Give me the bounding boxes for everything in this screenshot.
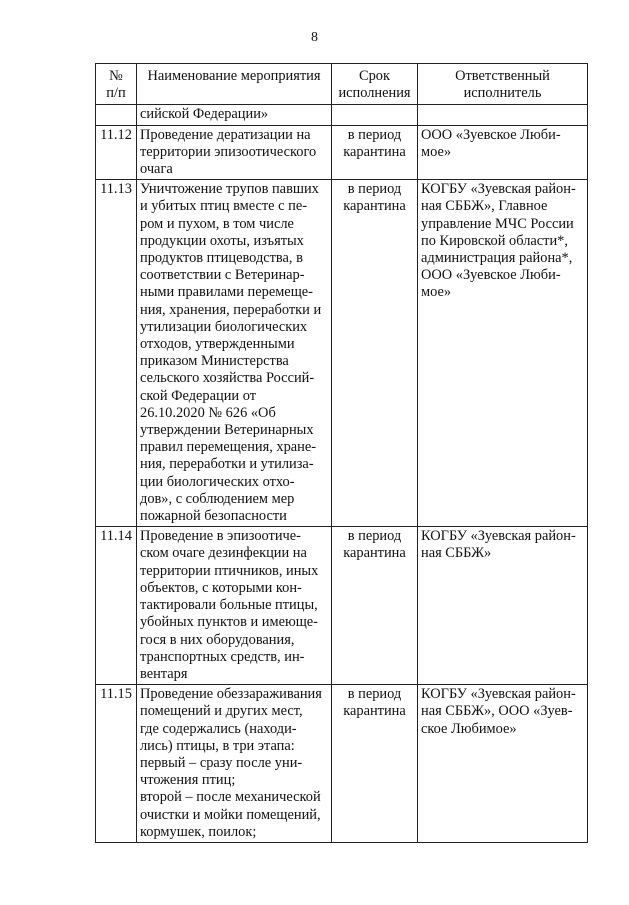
cell-line: ром и пухом, в том числе	[140, 215, 294, 232]
cell-line: №	[109, 68, 123, 84]
cell-line: транспортных средств, ин-	[140, 648, 305, 665]
cell-line: Проведение в эпизоотиче-	[140, 528, 301, 545]
cell-line: ная СББЖ», Главное	[421, 198, 548, 215]
cell-line: правил перемещения, хране-	[140, 439, 317, 456]
cell-line: и убитых птиц вместе с пе-	[140, 198, 307, 215]
cell-line: администрация района*,	[421, 250, 573, 267]
page-number: 8	[311, 30, 318, 45]
measure-name-cell	[137, 685, 332, 843]
cell-line: по Кировской области*,	[421, 232, 568, 249]
table-row	[96, 685, 588, 843]
cell-line: утилизации биологических	[140, 318, 308, 335]
cell-line: ная СББЖ»	[421, 545, 492, 562]
cell-line: пожарной безопасности	[140, 508, 287, 525]
cell-line: Проведение дератизации на	[140, 126, 311, 143]
cell-line: 26.10.2020 № 626 «Об	[140, 404, 276, 421]
cell-line: ской Федерации от	[140, 387, 256, 404]
cell-line: в период	[347, 126, 402, 143]
cell-line: управление МЧС России	[421, 215, 574, 232]
cell-line: сельского хозяйства Россий-	[140, 370, 315, 387]
cell-line: в период	[347, 686, 402, 703]
cell-line: чтожения птиц;	[140, 772, 236, 789]
header-name	[137, 64, 332, 105]
cell-line: помещений и других мест,	[140, 703, 303, 720]
cell-line: мое»	[421, 284, 452, 301]
cell-line: кормушек, поилок;	[140, 823, 257, 840]
cell-line: ции биологических отхо-	[140, 473, 295, 490]
cell-line: территории эпизоотического	[140, 143, 317, 160]
cell-line: первый – сразу после уни-	[140, 754, 303, 771]
cell-line: в период	[347, 528, 402, 545]
cell-line: лись) птицы, в три этапа:	[140, 737, 295, 754]
measure-name-cell	[137, 527, 332, 685]
table-row	[96, 180, 588, 527]
cell-line: Наименование мероприятия	[147, 68, 321, 84]
row-number: 11.13	[96, 180, 137, 527]
cell-line: ная СББЖ», ООО «Зуев-	[421, 703, 573, 720]
cell-line: исполнения	[338, 85, 411, 102]
responsible-cell	[418, 180, 588, 527]
cell-line: ском очаге дезинфекции на	[140, 545, 307, 562]
cell-line: Ответственный	[455, 68, 550, 84]
cell-line: дов», с соблюдением мер	[140, 490, 295, 507]
responsible-cell	[418, 685, 588, 843]
cell-line: объектов, с которыми кон-	[140, 579, 302, 596]
cell-line: п/п	[106, 85, 126, 102]
cell-line: карантина	[343, 198, 406, 215]
responsible-cell	[418, 105, 588, 125]
cell-line: очага	[140, 161, 173, 178]
header-term	[332, 64, 418, 105]
term-cell	[332, 527, 418, 685]
measure-name-cell	[137, 125, 332, 180]
cell-line: Срок	[359, 68, 390, 84]
cell-line: убойных пунктов и имеюще-	[140, 614, 318, 631]
cell-line: продуктов птицеводства, в	[140, 250, 303, 267]
cell-line: очистки и мойки помещений,	[140, 806, 321, 823]
cell-line: КОГБУ «Зуевская район-	[421, 686, 576, 703]
cell-line: ское Любимое»	[421, 720, 517, 737]
cell-line: КОГБУ «Зуевская район-	[421, 528, 576, 545]
term-cell	[332, 180, 418, 527]
header-num	[96, 64, 137, 105]
cell-line: соответствии с Ветеринар-	[140, 267, 305, 284]
row-number	[96, 105, 137, 125]
term-cell	[332, 105, 418, 125]
term-cell	[332, 125, 418, 180]
responsible-cell	[418, 527, 588, 685]
measures-table	[95, 63, 588, 843]
cell-line: мое»	[421, 143, 452, 160]
cell-line: вентаря	[140, 665, 188, 682]
table-header-row	[96, 64, 588, 105]
cell-line: тактировали больные птицы,	[140, 597, 318, 614]
header-responsible	[418, 64, 588, 105]
cell-line: ными правилами перемеще-	[140, 284, 313, 301]
row-number: 11.12	[96, 125, 137, 180]
table-row	[96, 105, 588, 125]
measure-name-cell	[137, 180, 332, 527]
cell-line: карантина	[343, 545, 406, 562]
cell-line: утверждении Ветеринарных	[140, 422, 314, 439]
row-number: 11.15	[96, 685, 137, 843]
cell-line: где содержались (находи-	[140, 720, 297, 737]
row-number: 11.14	[96, 527, 137, 685]
cell-line: КОГБУ «Зуевская район-	[421, 181, 576, 198]
responsible-cell	[418, 125, 588, 180]
cell-line: гося в них оборудования,	[140, 631, 295, 648]
cell-line: ния, переработки и утилиза-	[140, 456, 314, 473]
cell-line: Уничтожение трупов павших	[140, 181, 319, 198]
cell-line: ния, хранения, переработки и	[140, 301, 322, 318]
cell-line: приказом Министерства	[140, 353, 289, 370]
cell-line: ООО «Зуевское Люби-	[421, 126, 561, 143]
table-row	[96, 125, 588, 180]
cell-line: сийской Федерации»	[140, 106, 269, 123]
measure-name-cell	[137, 105, 332, 125]
cell-line: ООО «Зуевское Люби-	[421, 267, 561, 284]
term-cell	[332, 685, 418, 843]
cell-line: отходов, утвержденными	[140, 336, 295, 353]
cell-line: Проведение обеззараживания	[140, 686, 322, 703]
cell-line: территории птичников, иных	[140, 562, 319, 579]
cell-line: второй – после механической	[140, 789, 321, 806]
cell-line: карантина	[343, 143, 406, 160]
table-row	[96, 527, 588, 685]
cell-line: продукции охоты, изъятых	[140, 232, 304, 249]
cell-line: карантина	[343, 703, 406, 720]
table-body	[96, 105, 588, 843]
cell-line: исполнитель	[463, 85, 542, 102]
cell-line: в период	[347, 181, 402, 198]
